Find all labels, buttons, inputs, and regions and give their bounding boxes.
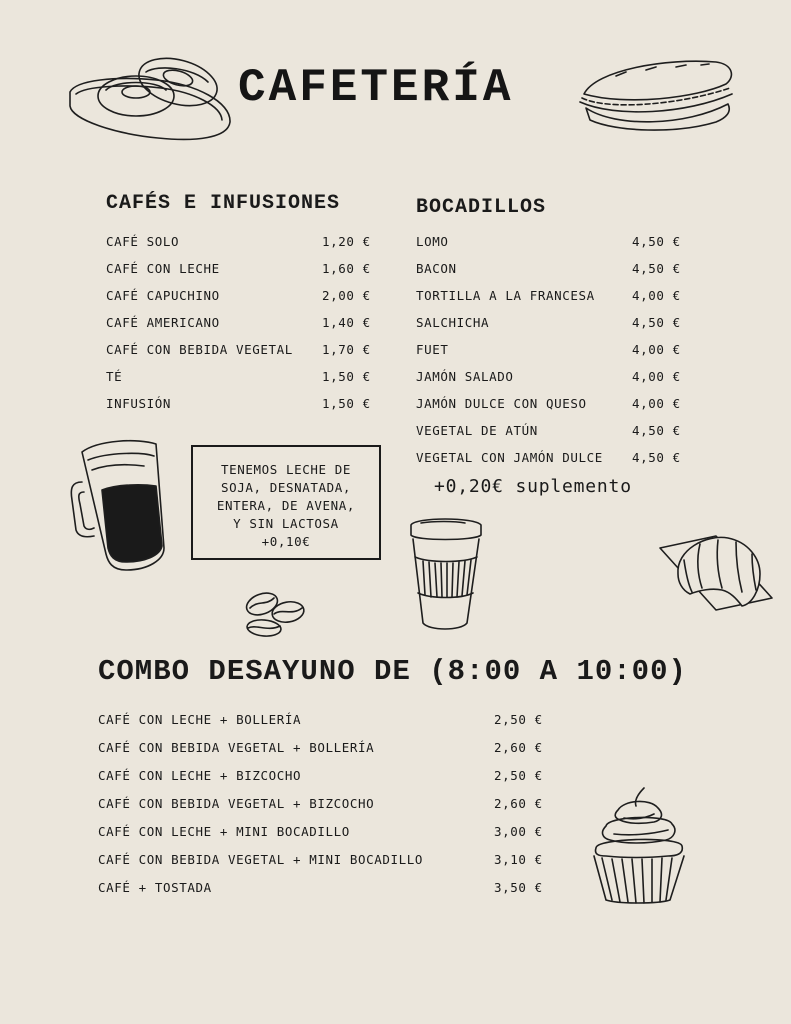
item-name: TORTILLA A LA FRANCESA bbox=[416, 288, 595, 303]
section-title-cafes: CAFÉS E INFUSIONES bbox=[106, 192, 341, 215]
item-name: CAFÉ AMERICANO bbox=[106, 315, 220, 330]
list-item bbox=[106, 368, 376, 386]
item-price: 4,00 € bbox=[632, 288, 681, 303]
list-item bbox=[416, 422, 686, 440]
item-name: CAFÉ CON LECHE + MINI BOCADILLO bbox=[98, 824, 350, 839]
milk-note-line: Y SIN LACTOSA bbox=[233, 516, 339, 531]
item-name: INFUSIÓN bbox=[106, 396, 172, 411]
list-item bbox=[106, 287, 376, 305]
list-item bbox=[416, 395, 686, 413]
list-item bbox=[98, 795, 558, 813]
item-name: FUET bbox=[416, 342, 449, 357]
item-price: 3,10 € bbox=[494, 852, 543, 867]
donuts-plate-icon bbox=[66, 50, 236, 145]
item-price: 1,70 € bbox=[322, 342, 371, 357]
list-item bbox=[106, 260, 376, 278]
list-item bbox=[98, 851, 558, 869]
item-name: VEGETAL CON JAMÓN DULCE bbox=[416, 450, 603, 465]
beer-mug-icon bbox=[68, 430, 183, 575]
item-price: 4,50 € bbox=[632, 450, 681, 465]
milk-note-line: SOJA, DESNATADA, bbox=[220, 480, 351, 495]
item-price: 2,50 € bbox=[494, 712, 543, 727]
item-price: 1,40 € bbox=[322, 315, 371, 330]
item-name: VEGETAL DE ATÚN bbox=[416, 423, 538, 438]
page-title: CAFETERÍA bbox=[238, 62, 514, 114]
list-item bbox=[416, 260, 686, 278]
coffee-beans-icon bbox=[240, 590, 308, 640]
item-price: 1,50 € bbox=[322, 396, 371, 411]
milk-note-line: TENEMOS LECHE DE bbox=[220, 462, 351, 477]
item-name: CAFÉ CON BEBIDA VEGETAL bbox=[106, 342, 293, 357]
milk-note-line: +0,10€ bbox=[261, 534, 311, 549]
supplement-note: +0,20€ suplemento bbox=[434, 476, 632, 497]
item-name: CAFÉ CAPUCHINO bbox=[106, 288, 220, 303]
item-price: 1,50 € bbox=[322, 369, 371, 384]
item-name: CAFÉ CON LECHE bbox=[106, 261, 220, 276]
list-item bbox=[106, 314, 376, 332]
item-price: 4,50 € bbox=[632, 234, 681, 249]
item-name: JAMÓN SALADO bbox=[416, 369, 514, 384]
item-name: CAFÉ CON BEBIDA VEGETAL + MINI BOCADILLO bbox=[98, 852, 424, 867]
section-title-bocadillos: BOCADILLOS bbox=[416, 196, 547, 219]
item-price: 2,00 € bbox=[322, 288, 371, 303]
list-item bbox=[416, 449, 686, 467]
list-item bbox=[98, 711, 558, 729]
item-price: 4,50 € bbox=[632, 261, 681, 276]
cupcake-icon bbox=[588, 784, 688, 906]
list-item bbox=[416, 341, 686, 359]
item-price: 2,60 € bbox=[494, 740, 543, 755]
item-name: CAFÉ CON BEBIDA VEGETAL + BIZCOCHO bbox=[98, 796, 375, 811]
item-price: 2,50 € bbox=[494, 768, 543, 783]
item-price: 1,60 € bbox=[322, 261, 371, 276]
list-item bbox=[98, 739, 558, 757]
croissant-icon bbox=[656, 530, 774, 618]
item-name: TÉ bbox=[106, 369, 123, 384]
item-price: 2,60 € bbox=[494, 796, 543, 811]
item-name: CAFÉ + TOSTADA bbox=[98, 880, 212, 895]
list-item bbox=[416, 368, 686, 386]
list-item bbox=[98, 767, 558, 785]
item-name: BACON bbox=[416, 261, 457, 276]
milk-note-line: ENTERA, DE AVENA, bbox=[216, 498, 356, 513]
item-price: 4,00 € bbox=[632, 369, 681, 384]
item-price: 1,20 € bbox=[322, 234, 371, 249]
coffee-cup-icon bbox=[405, 515, 485, 633]
item-price: 4,00 € bbox=[632, 396, 681, 411]
item-name: CAFÉ CON LECHE + BOLLERÍA bbox=[98, 712, 302, 727]
section-title-combo: COMBO DESAYUNO DE (8:00 A 10:00) bbox=[98, 655, 687, 688]
list-item bbox=[98, 823, 558, 841]
item-name: CAFÉ CON LECHE + BIZCOCHO bbox=[98, 768, 302, 783]
item-price: 3,50 € bbox=[494, 880, 543, 895]
list-item bbox=[106, 395, 376, 413]
item-price: 4,50 € bbox=[632, 315, 681, 330]
item-name: SALCHICHA bbox=[416, 315, 490, 330]
item-price: 4,00 € bbox=[632, 342, 681, 357]
item-name: JAMÓN DULCE CON QUESO bbox=[416, 396, 587, 411]
list-item bbox=[416, 233, 686, 251]
list-item bbox=[416, 314, 686, 332]
list-item bbox=[106, 341, 376, 359]
list-item bbox=[416, 287, 686, 305]
item-name: CAFÉ SOLO bbox=[106, 234, 180, 249]
milk-options-box bbox=[191, 445, 381, 560]
item-price: 4,50 € bbox=[632, 423, 681, 438]
item-name: LOMO bbox=[416, 234, 449, 249]
item-price: 3,00 € bbox=[494, 824, 543, 839]
list-item bbox=[106, 233, 376, 251]
item-name: CAFÉ CON BEBIDA VEGETAL + BOLLERÍA bbox=[98, 740, 375, 755]
sandwich-icon bbox=[576, 56, 738, 134]
list-item bbox=[98, 879, 558, 897]
